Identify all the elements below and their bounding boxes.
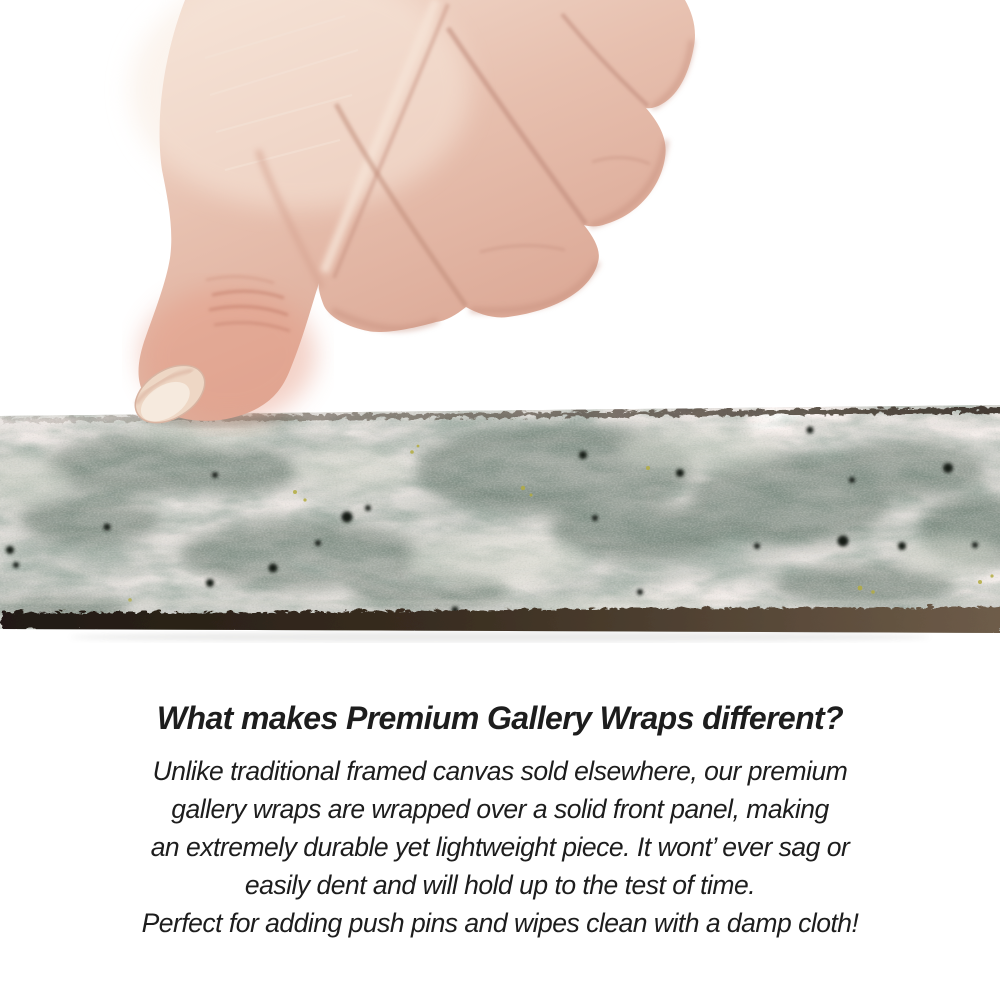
strip-shadow <box>70 632 930 642</box>
caption-line-4: easily dent and will hold up to the test of time. <box>244 870 756 900</box>
canvas-strip <box>0 400 1000 640</box>
caption-heading: What makes Premium Gallery Wraps different? <box>156 700 844 736</box>
caption-line-5: Perfect for adding push pins and wipes clean with a damp cloth! <box>141 908 859 938</box>
caption-line-1: Unlike traditional framed canvas sold elsewhere, our premium <box>152 756 848 786</box>
caption <box>0 698 1000 942</box>
hand-photo <box>125 0 695 434</box>
caption-line-3: an extremely durable yet lightweight piece. It wont’ ever sag or <box>150 832 850 862</box>
caption-line-2: gallery wraps are wrapped over a solid front panel, making <box>171 794 829 824</box>
